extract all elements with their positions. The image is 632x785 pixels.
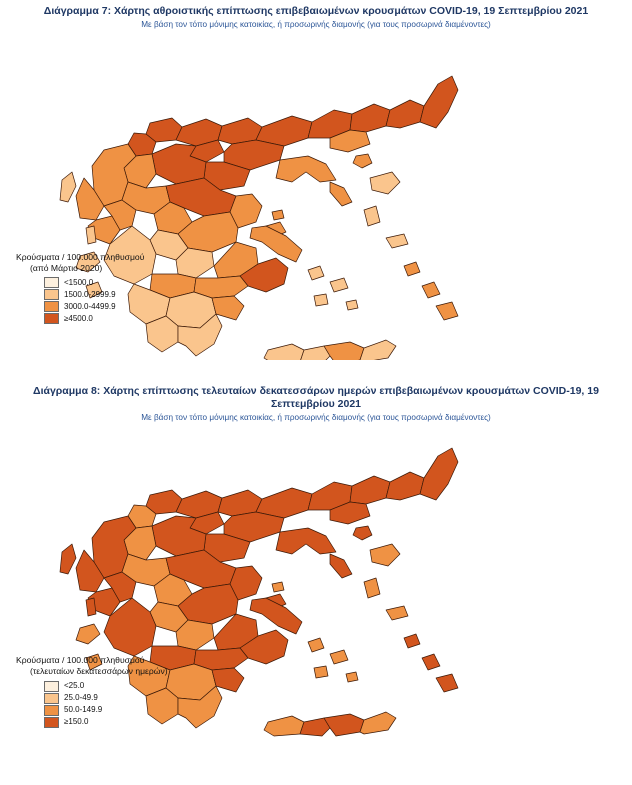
region-xanthi xyxy=(350,476,390,504)
region-lesvos xyxy=(370,544,400,566)
chart-8-panel xyxy=(0,378,632,785)
region-dodekanisa-3 xyxy=(436,674,458,692)
region-kyklades-2 xyxy=(330,278,348,292)
legend-row xyxy=(44,301,144,312)
region-irakleio xyxy=(324,342,364,360)
legend-row xyxy=(44,693,168,704)
chart-8-subtitle: Με βάση τον τόπο μόνιμης κατοικίας, ή προσωρινής διαμονής (για τους προσωρινά διαμένοντες) xyxy=(141,413,491,423)
legend-row xyxy=(44,681,168,692)
region-dodekanisa-3 xyxy=(436,302,458,320)
legend-title-line2: (τελευταίων δεκατεσσάρων ημερών) xyxy=(30,665,168,676)
legend-swatch xyxy=(44,681,59,692)
legend-label: 25.0-49.9 xyxy=(64,693,98,703)
legend-swatch xyxy=(44,705,59,716)
region-dodekanisa-1 xyxy=(404,262,420,276)
region-chania xyxy=(264,716,304,736)
region-samos xyxy=(386,606,408,620)
region-kyklades-1 xyxy=(308,266,324,280)
legend-label: <1500.0 xyxy=(64,277,94,287)
region-dodekanisa-2 xyxy=(422,282,440,298)
legend-title-line2: (από Μάρτιο 2020) xyxy=(30,262,103,273)
region-thasos xyxy=(353,526,372,540)
region-rodopi xyxy=(386,100,424,128)
region-irakleio xyxy=(324,714,364,736)
legend-row xyxy=(44,705,168,716)
legend-row xyxy=(44,717,168,728)
region-evia xyxy=(250,598,302,634)
legend-swatch xyxy=(44,717,59,728)
legend-title xyxy=(16,252,144,273)
legend-swatch xyxy=(44,313,59,324)
legend-items xyxy=(16,681,168,728)
region-kerkyra xyxy=(60,172,76,202)
region-lefkada xyxy=(86,598,96,616)
legend-label: 3000.0-4499.9 xyxy=(64,301,116,311)
legend-row xyxy=(44,313,144,324)
region-kyklades-3 xyxy=(314,294,328,306)
legend-items xyxy=(16,277,144,324)
chart-7-legend xyxy=(16,252,144,325)
legend-label: 1500.0-2999.9 xyxy=(64,289,116,299)
legend-row xyxy=(44,277,144,288)
legend-label: 50.0-149.9 xyxy=(64,705,103,715)
region-xanthi xyxy=(350,104,390,132)
region-evros xyxy=(420,76,458,128)
chart-7-title: Διάγραμμα 7: Χάρτης αθροιστικής επίπτωσης επιβεβαιωμένων κρουσμάτων COVID-19, 19 Σεπτεμβρίου 2021 xyxy=(43,5,589,17)
region-evros xyxy=(420,448,458,500)
legend-title-line1: Κρούσματα / 100.000 πληθυσμού xyxy=(16,655,145,666)
region-kyklades-1 xyxy=(308,638,324,652)
region-skiathos xyxy=(272,582,284,592)
chart-7-map xyxy=(0,30,632,360)
region-dodekanisa-1 xyxy=(404,634,420,648)
region-chios xyxy=(364,578,380,598)
chart-7-subtitle: Με βάση τον τόπο μόνιμης κατοικίας, ή προσωρινής διαμονής (για τους προσωρινά διαμένοντες) xyxy=(141,20,491,30)
region-skiathos xyxy=(272,210,284,220)
legend-title-line1: Κρούσματα / 100.000 πληθυσμού xyxy=(16,251,145,262)
region-lesvos xyxy=(370,172,400,194)
chart-8-title: Διάγραμμα 8: Χάρτης επίπτωσης τελευταίων δεκατεσσάρων ημερών επιβεβαιωμένων κρουσμάτων COVID-19, 19 Σεπτεμβρίου 2021 xyxy=(33,385,599,411)
region-kyklades-4 xyxy=(346,300,358,310)
region-kefallinia xyxy=(76,624,100,644)
legend-swatch xyxy=(44,289,59,300)
legend-label: <25.0 xyxy=(64,681,85,691)
chart-8-map xyxy=(0,423,632,783)
region-kyklades-3 xyxy=(314,666,328,678)
region-kerkyra xyxy=(60,544,76,574)
greece-choropleth-14day xyxy=(0,423,632,783)
region-samos xyxy=(386,234,408,248)
region-chania xyxy=(264,344,304,360)
region-lasithi xyxy=(360,712,396,734)
legend-label: ≥4500.0 xyxy=(64,313,93,323)
region-chalkidiki xyxy=(276,528,352,578)
region-dodekanisa-2 xyxy=(422,654,440,670)
chart-7-panel xyxy=(0,0,632,378)
region-rodopi xyxy=(386,472,424,500)
region-chalkidiki xyxy=(276,156,352,206)
region-lefkada xyxy=(86,226,96,244)
region-thasos xyxy=(353,154,372,168)
chart-8-legend xyxy=(16,655,168,728)
region-lasithi xyxy=(360,340,396,360)
legend-title xyxy=(16,655,168,676)
region-chios xyxy=(364,206,380,226)
legend-label: ≥150.0 xyxy=(64,717,89,727)
region-kyklades-2 xyxy=(330,650,348,664)
region-evia xyxy=(250,226,302,262)
region-kyklades-4 xyxy=(346,672,358,682)
legend-swatch xyxy=(44,301,59,312)
legend-swatch xyxy=(44,277,59,288)
legend-swatch xyxy=(44,693,59,704)
legend-row xyxy=(44,289,144,300)
